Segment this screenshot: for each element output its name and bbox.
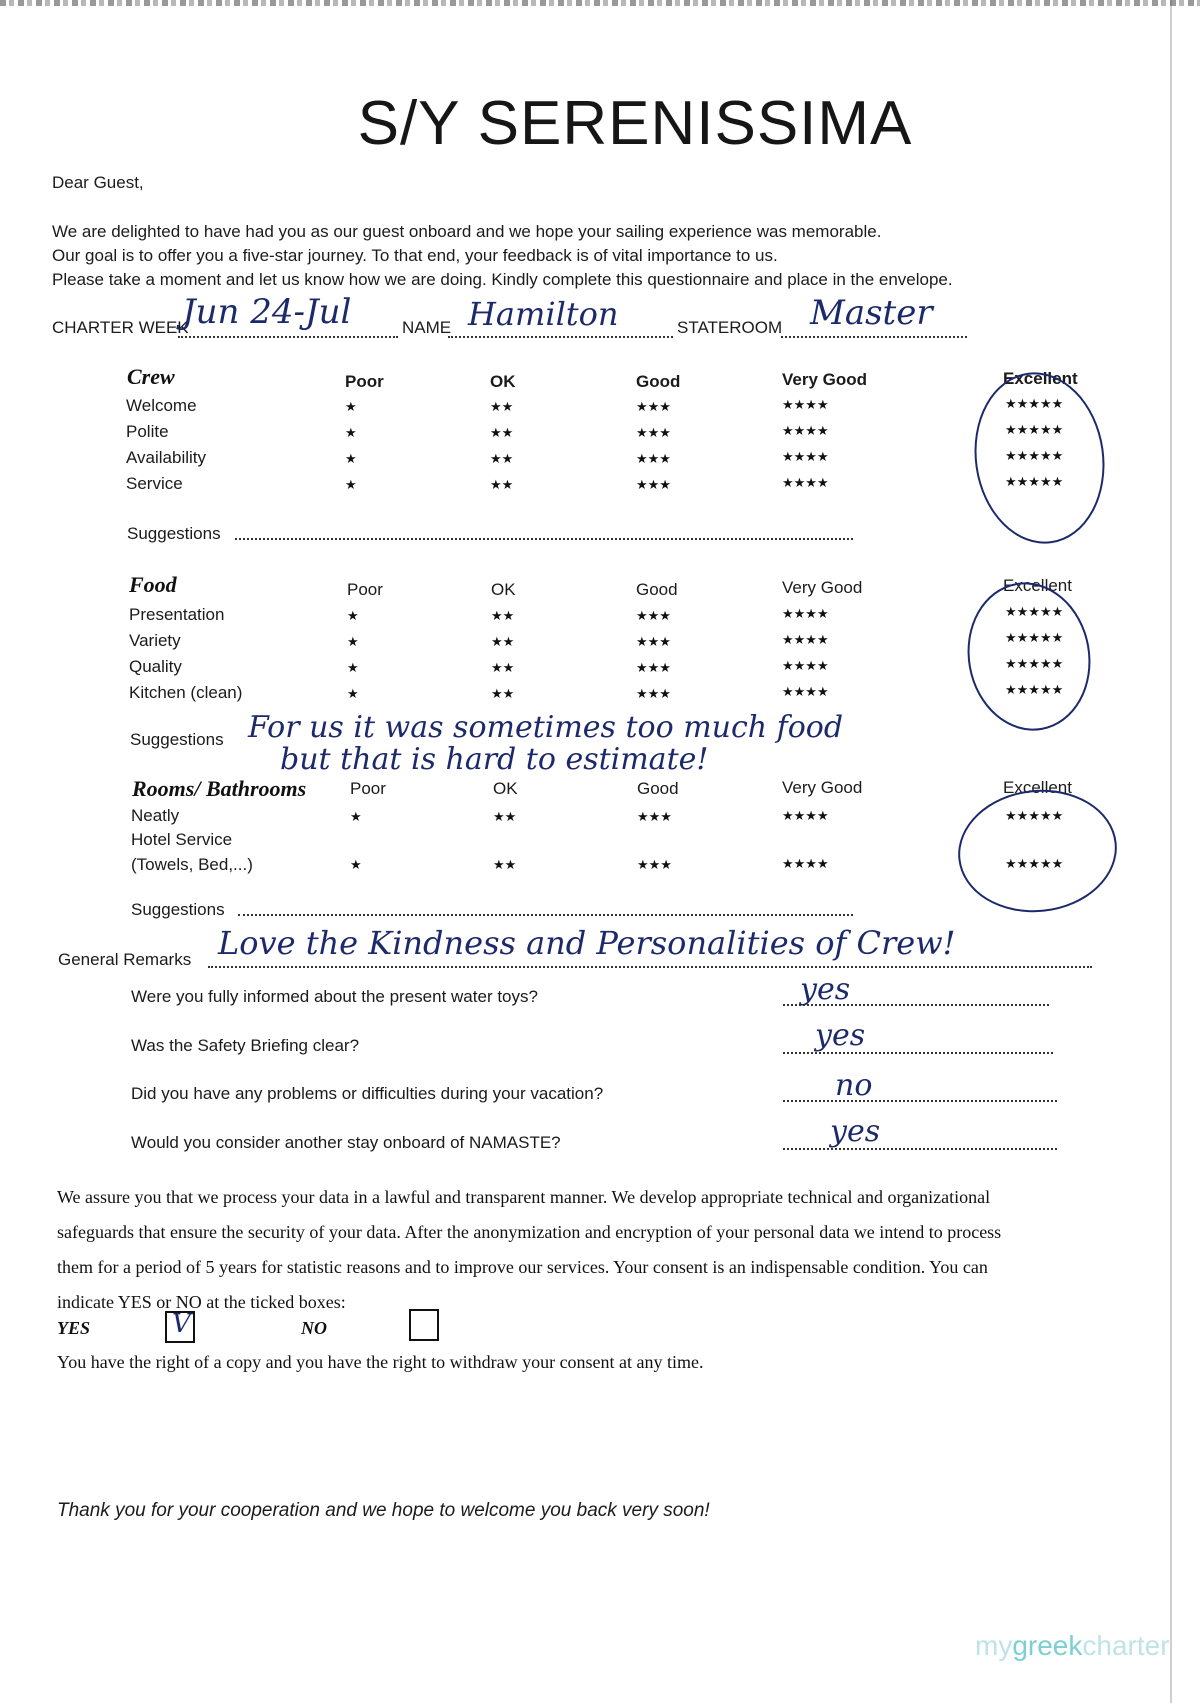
- stateroom-field[interactable]: Master: [810, 293, 933, 333]
- rating-excellent[interactable]: ★★★★★: [1005, 604, 1064, 619]
- rating-poor[interactable]: ★: [345, 425, 357, 440]
- rating-excellent[interactable]: ★★★★★: [1005, 682, 1064, 697]
- answer-field[interactable]: yes: [800, 972, 851, 1007]
- rating-excellent[interactable]: ★★★★★: [1005, 808, 1064, 823]
- no-checkbox[interactable]: [409, 1309, 439, 1341]
- crew-item-polite: Polite: [126, 422, 169, 441]
- rooms-col-poor: Poor: [350, 779, 386, 798]
- excellent-circle-mark: [956, 573, 1102, 741]
- food-item-variety: Variety: [129, 631, 181, 650]
- answer-line: [783, 1148, 1057, 1150]
- food-heading: Food: [129, 572, 177, 597]
- charter-week-field[interactable]: Jun 24-Jul: [182, 292, 352, 332]
- rating-ok[interactable]: ★★: [493, 857, 517, 872]
- privacy-line: safeguards that ensure the security of your data. After the anonymization and encryption of your personal data we intend to process: [57, 1222, 1002, 1242]
- rating-excellent[interactable]: ★★★★★: [1005, 630, 1064, 645]
- rating-good[interactable]: ★★★: [637, 857, 672, 872]
- rating-very-good[interactable]: ★★★★: [782, 632, 829, 647]
- rating-good[interactable]: ★★★: [636, 686, 671, 701]
- privacy-line: them for a period of 5 years for statistic reasons and to improve our services. Your consent is an indispensable condition. You can: [57, 1257, 988, 1277]
- rating-excellent[interactable]: ★★★★★: [1005, 656, 1064, 671]
- crew-col-good: Good: [636, 372, 681, 391]
- name-line: [448, 336, 673, 338]
- rating-very-good[interactable]: ★★★★: [782, 449, 829, 464]
- rating-very-good[interactable]: ★★★★: [782, 475, 829, 490]
- rooms-col-excellent: Excellent: [1003, 778, 1072, 797]
- food-col-good: Good: [636, 580, 678, 599]
- greeting: Dear Guest,: [52, 173, 144, 192]
- food-col-very-good: Very Good: [782, 578, 863, 597]
- rating-ok[interactable]: ★★: [491, 686, 515, 701]
- excellent-circle-mark: [952, 782, 1123, 920]
- rating-very-good[interactable]: ★★★★: [782, 808, 829, 823]
- rating-very-good[interactable]: ★★★★: [782, 423, 829, 438]
- question-text: Did you have any problems or difficulties during your vacation?: [131, 1084, 604, 1103]
- food-item-quality: Quality: [129, 657, 182, 676]
- answer-field[interactable]: no: [835, 1068, 873, 1103]
- rooms-item-towels-bed: (Towels, Bed,...): [131, 855, 253, 874]
- rating-ok[interactable]: ★★: [490, 425, 514, 440]
- excellent-circle-mark: [964, 364, 1116, 552]
- rating-very-good[interactable]: ★★★★: [782, 606, 829, 621]
- charter-week-label: CHARTER WEEK: [52, 318, 189, 337]
- rooms-suggestions-field[interactable]: [238, 914, 853, 916]
- rating-excellent[interactable]: ★★★★★: [1005, 856, 1064, 871]
- rating-good[interactable]: ★★★: [636, 399, 671, 414]
- food-suggestions-field[interactable]: For us it was sometimes too much food: [248, 710, 844, 745]
- withdraw-text: You have the right of a copy and you have the right to withdraw your consent at any time.: [57, 1352, 704, 1372]
- rating-good[interactable]: ★★★: [636, 660, 671, 675]
- crew-item-availability: Availability: [126, 448, 207, 467]
- stateroom-label: STATEROOM: [677, 318, 783, 337]
- crew-suggestions-label: Suggestions: [127, 524, 221, 543]
- general-remarks-line: [208, 966, 1092, 968]
- answer-field[interactable]: yes: [830, 1114, 881, 1149]
- intro-line: Please take a moment and let us know how we are doing. Kindly complete this questionnaire and place in the envelope.: [52, 270, 953, 289]
- scan-edge: [0, 0, 1200, 6]
- yes-checkbox[interactable]: [165, 1311, 195, 1343]
- rating-poor[interactable]: ★: [345, 477, 357, 492]
- rating-ok[interactable]: ★★: [491, 634, 515, 649]
- rating-excellent[interactable]: ★★★★★: [1005, 396, 1064, 411]
- rating-ok[interactable]: ★★: [491, 608, 515, 623]
- crew-suggestions-field[interactable]: [235, 538, 853, 540]
- crew-col-poor: Poor: [345, 372, 384, 391]
- rating-poor[interactable]: ★: [350, 857, 362, 872]
- rating-good[interactable]: ★★★: [636, 634, 671, 649]
- privacy-line: indicate YES or NO at the ticked boxes:: [57, 1292, 346, 1312]
- rating-poor[interactable]: ★: [350, 809, 362, 824]
- privacy-line: We assure you that we process your data in a lawful and transparent manner. We develop appropriate technical and organizational: [57, 1187, 991, 1207]
- rating-ok[interactable]: ★★: [490, 451, 514, 466]
- rating-ok[interactable]: ★★: [490, 399, 514, 414]
- rooms-item-hotel-service: Hotel Service: [131, 830, 233, 849]
- rooms-col-very-good: Very Good: [782, 778, 863, 797]
- name-label: NAME: [402, 318, 452, 337]
- rating-excellent[interactable]: ★★★★★: [1005, 474, 1064, 489]
- crew-heading: Crew: [127, 364, 175, 389]
- yes-label: YES: [57, 1318, 91, 1338]
- crew-item-service: Service: [126, 474, 183, 493]
- charter-week-line: [178, 336, 398, 338]
- food-col-ok: OK: [491, 580, 516, 599]
- rating-ok[interactable]: ★★: [490, 477, 514, 492]
- watermark-brand: greek: [1012, 1630, 1083, 1661]
- food-item-kitchen: Kitchen (clean): [129, 683, 243, 702]
- rating-good[interactable]: ★★★: [636, 451, 671, 466]
- watermark-logo: [975, 1630, 1170, 1662]
- general-remarks-field[interactable]: Love the Kindness and Personalities of Crew!: [218, 924, 956, 962]
- rating-good[interactable]: ★★★: [636, 425, 671, 440]
- food-suggestions-label: Suggestions: [130, 730, 224, 749]
- watermark-post: charter: [1082, 1630, 1170, 1661]
- rating-very-good[interactable]: ★★★★: [782, 658, 829, 673]
- rooms-heading: Rooms/ Bathrooms: [132, 776, 307, 801]
- food-col-poor: Poor: [347, 580, 383, 599]
- food-col-excellent: Excellent: [1003, 576, 1072, 595]
- rating-very-good[interactable]: ★★★★: [782, 397, 829, 412]
- rating-very-good[interactable]: ★★★★: [782, 684, 829, 699]
- rating-poor[interactable]: ★: [347, 634, 359, 649]
- crew-col-ok: OK: [490, 372, 516, 391]
- intro-line: We are delighted to have had you as our guest onboard and we hope your sailing experience was memorable.: [52, 222, 882, 241]
- rooms-item-neatly: Neatly: [131, 806, 180, 825]
- page-title: S/Y SERENISSIMA: [357, 89, 913, 158]
- watermark-pre: my: [975, 1630, 1013, 1661]
- privacy-paragraph: [57, 1180, 1167, 1320]
- no-label: NO: [301, 1318, 327, 1338]
- food-item-presentation: Presentation: [129, 605, 225, 624]
- crew-col-very-good: Very Good: [782, 370, 868, 389]
- rating-good[interactable]: ★★★: [637, 809, 672, 824]
- crew-item-welcome: Welcome: [126, 396, 197, 415]
- rating-good[interactable]: ★★★: [636, 477, 671, 492]
- rating-ok[interactable]: ★★: [491, 660, 515, 675]
- rating-very-good[interactable]: ★★★★: [782, 856, 829, 871]
- answer-field[interactable]: yes: [815, 1018, 866, 1053]
- intro-line: Our goal is to offer you a five-star journey. To that end, your feedback is of vital importance to us.: [52, 246, 778, 265]
- closing-text: Thank you for your cooperation and we hope to welcome you back very soon!: [57, 1500, 710, 1521]
- rating-poor[interactable]: ★: [347, 660, 359, 675]
- rooms-col-good: Good: [637, 779, 679, 798]
- crew-col-excellent: Excellent: [1003, 369, 1078, 388]
- rating-excellent[interactable]: ★★★★★: [1005, 422, 1064, 437]
- check-mark-icon: V: [172, 1309, 191, 1339]
- question-text: Would you consider another stay onboard of NAMASTE?: [131, 1133, 561, 1152]
- rooms-col-ok: OK: [493, 779, 518, 798]
- rating-good[interactable]: ★★★: [636, 608, 671, 623]
- rooms-suggestions-label: Suggestions: [131, 900, 225, 919]
- food-suggestions-field-line2[interactable]: but that is hard to estimate!: [280, 742, 709, 777]
- intro-text: [52, 220, 953, 292]
- rating-poor[interactable]: ★: [347, 686, 359, 701]
- name-field[interactable]: Hamilton: [468, 295, 619, 333]
- stateroom-line: [781, 336, 967, 338]
- rating-excellent[interactable]: ★★★★★: [1005, 448, 1064, 463]
- answer-line: [783, 1100, 1057, 1102]
- general-remarks-label: General Remarks: [58, 950, 192, 969]
- question-text: Was the Safety Briefing clear?: [131, 1036, 360, 1055]
- rating-poor[interactable]: ★: [347, 608, 359, 623]
- rating-poor[interactable]: ★: [345, 399, 357, 414]
- question-text: Were you fully informed about the present water toys?: [131, 987, 538, 1006]
- rating-ok[interactable]: ★★: [493, 809, 517, 824]
- rating-poor[interactable]: ★: [345, 451, 357, 466]
